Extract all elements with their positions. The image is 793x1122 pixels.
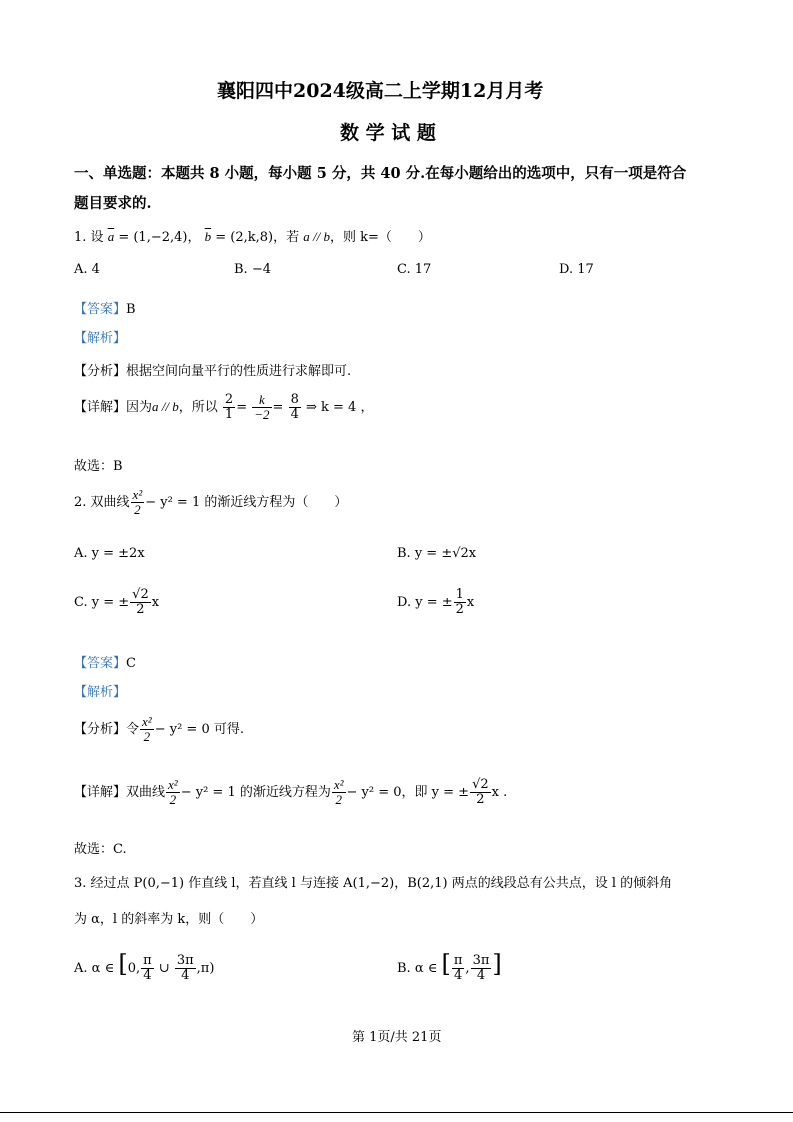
q1-cond: a // b [303, 229, 331, 244]
xj-mid2: − y² = 0，即 y = ± [346, 785, 470, 800]
bracket: [ [118, 950, 128, 978]
q1-option-a: A. 4 [74, 262, 100, 277]
answer-value: C [126, 656, 136, 671]
q2-rest: − y² = 1 的渐近线方程为（ ） [145, 495, 348, 510]
fraction: $\frac{k}{-2}$ [254, 392, 270, 422]
union: ∪ [158, 961, 170, 976]
xiangjie-result: ⇒ k = 4 ， [306, 400, 374, 415]
q2-xiangjie [74, 778, 507, 807]
q2-num: 2. 双曲线 [74, 495, 130, 510]
fraction: $\frac{8}{4}$ [290, 392, 299, 422]
q2-fenxi [74, 715, 244, 744]
fenxi-tag: 【分析】 [74, 364, 127, 379]
equals: = [236, 400, 248, 415]
sqrt: √2 [452, 546, 469, 561]
q2-option-c [74, 588, 159, 617]
opt-pre: B. y = ± [397, 546, 453, 561]
q1-fenxi [74, 360, 351, 379]
bottom-divider [0, 1112, 793, 1113]
opt-pre: D. y = ± [397, 595, 453, 610]
xiangjie-cond: a // b [152, 399, 179, 414]
vector-b: $\overline{b}$ [204, 229, 212, 244]
fraction: $\frac{3\pi}{4}$ [472, 953, 490, 983]
section-heading: 一、单选题：本题共 8 小题，每小题 5 分，共 40 分.在每小题给出的选项中，只有一项是符合 [74, 165, 687, 182]
fraction: $\frac{3\pi}{4}$ [176, 953, 194, 983]
q2-option-d [397, 588, 474, 617]
q1-option-b: B. −4 [234, 262, 271, 277]
q1-choose: 故选：B [74, 459, 123, 474]
fraction: $\frac{1}{2}$ [455, 587, 464, 617]
fenxi-text: 根据空间向量平行的性质进行求解即可. [126, 364, 352, 379]
q1-option-c: C. 17 [397, 262, 432, 277]
q2-option-b [397, 546, 476, 561]
xj-pre: 双曲线 [126, 785, 166, 800]
bracket: [ [441, 950, 451, 978]
fraction: $\frac{√2}{2}$ [472, 777, 489, 807]
q3-option-b [397, 950, 502, 983]
page-subtitle: 数 学 试 题 [340, 122, 436, 144]
opt-post: x [466, 595, 475, 610]
opt-post: x [468, 546, 477, 561]
q1-answer [74, 298, 136, 317]
xiangjie-tag: 【详解】 [74, 400, 127, 415]
q2-stem [74, 488, 347, 517]
page-title: 襄阳四中2024级高二上学期12月月考 [217, 80, 544, 102]
fraction: $\frac{√2}{2}$ [132, 587, 149, 617]
xj-post: x . [491, 785, 508, 800]
sep: ， [187, 230, 201, 245]
vector-b-value: = (2,k,8) [215, 230, 274, 245]
q1-xiangjie [74, 393, 373, 422]
opt-pre: C. y = ± [74, 595, 130, 610]
q1-stem [74, 226, 431, 245]
q2-choose: 故选：C. [74, 842, 127, 857]
q2-answer [74, 652, 136, 671]
xj-mid1: − y² = 1 的渐近线方程为 [180, 785, 331, 800]
opt-pre: A. α ∈ [74, 961, 115, 976]
fraction: $\frac{\pi}{4}$ [453, 953, 463, 983]
q3-stem-line2: 为 α，l 的斜率为 k，则（ ） [74, 912, 264, 927]
opt-pre: B. α ∈ [397, 961, 438, 976]
page-footer: 第 1页/共 21页 [352, 1030, 442, 1045]
opt-pi: ,π) [196, 961, 215, 976]
fraction: $\frac{\pi}{4}$ [143, 953, 152, 983]
equals: = [272, 400, 284, 415]
fraction: $\frac{\text{x²}}{2}$ [142, 714, 152, 744]
xiangjie-pre: 因为 [126, 400, 153, 415]
section-heading-cont: 题目要求的. [74, 195, 152, 212]
xiangjie-mid: ，所以 [178, 400, 218, 415]
fraction: $\frac{\text{x²}}{2}$ [168, 777, 178, 807]
q2-analysis-tag: 【解析】 [74, 685, 127, 700]
fraction: $\frac{\text{x²}}{2}$ [132, 487, 143, 517]
q1-analysis-tag: 【解析】 [74, 331, 127, 346]
q1-cond-pre: ，若 [273, 230, 300, 245]
fenxi-pre: 令 [126, 722, 140, 737]
opt-post: x [151, 595, 160, 610]
xiangjie-tag: 【详解】 [74, 785, 127, 800]
q1-num: 1. 设 [74, 230, 104, 245]
bracket: ] [492, 950, 502, 978]
q1-ask: ，则 k=（ ） [330, 230, 431, 245]
answer-tag: 【答案】 [74, 302, 127, 317]
q3-option-a [74, 950, 214, 983]
opt-zero: 0, [127, 961, 141, 976]
comma: , [465, 961, 470, 976]
q2-option-a: A. y = ±2x [74, 546, 145, 561]
fenxi-tag: 【分析】 [74, 722, 127, 737]
answer-tag: 【答案】 [74, 656, 127, 671]
fenxi-post: − y² = 0 可得. [154, 722, 244, 737]
q3-stem-line1: 3. 经过点 P(0,−1) 作直线 l，若直线 l 与连接 A(1,−2)，B(2,1) 两点的线段总有公共点，设 l 的倾斜角 [74, 876, 673, 891]
vector-a-value: = (1,−2,4) [118, 230, 188, 245]
fraction: $\frac{\text{x²}}{2}$ [333, 777, 344, 807]
vector-a: $\overline{a}$ [107, 229, 115, 244]
q1-option-d: D. 17 [559, 262, 594, 277]
fraction: $\frac{2}{1}$ [224, 392, 234, 422]
answer-value: B [126, 302, 136, 317]
